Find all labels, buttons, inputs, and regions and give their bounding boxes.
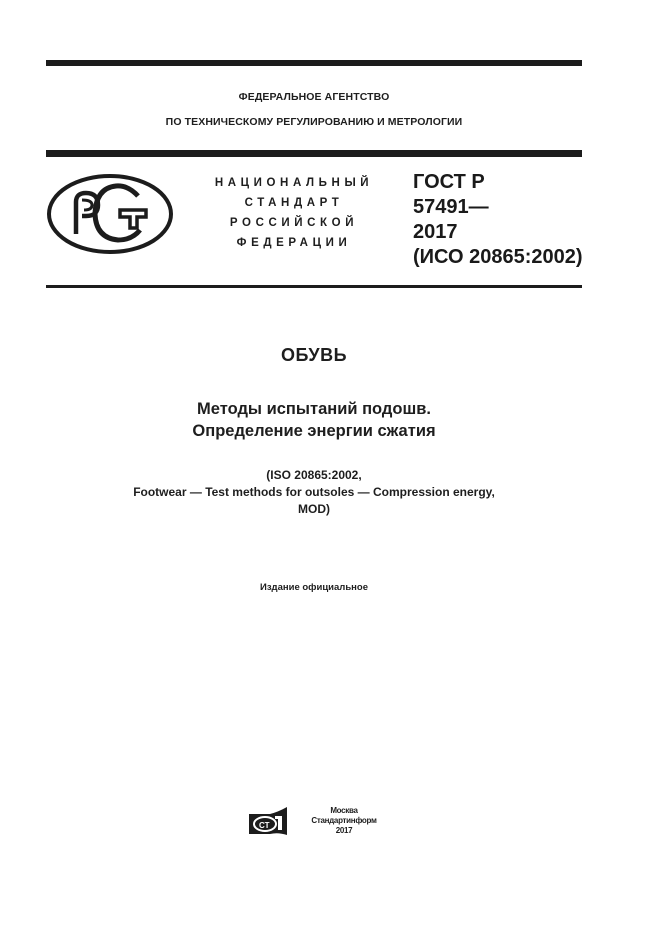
- iso-reference: [46, 467, 582, 518]
- document-subtitle: [46, 398, 582, 442]
- designation-iso: (ИСО 20865:2002): [413, 246, 583, 268]
- official-edition-label: Издание официальное: [260, 582, 368, 593]
- svg-text:СТ: СТ: [259, 821, 270, 830]
- standard-designation: [413, 170, 583, 270]
- iso-reference-line: Footwear — Test methods for outsoles — Compression energy,: [133, 485, 495, 499]
- publisher-name: Стандартинформ: [311, 816, 377, 825]
- agency-name-line2: ПО ТЕХНИЧЕСКОМУ РЕГУЛИРОВАНИЮ И МЕТРОЛОГИИ: [165, 116, 463, 128]
- designation-year: 2017: [413, 221, 458, 243]
- iso-reference-line: (ISO 20865:2002,: [266, 468, 362, 482]
- designation-line: ГОСТ Р: [413, 171, 485, 193]
- middle-rule: [46, 150, 582, 157]
- designation-number: 57491—: [413, 196, 489, 218]
- national-standard-line: ФЕДЕРАЦИИ: [236, 237, 352, 249]
- top-rule: [46, 60, 582, 66]
- national-standard-label: [206, 173, 382, 253]
- publisher-year: 2017: [335, 826, 353, 835]
- national-standard-line: НАЦИОНАЛЬНЫЙ: [214, 177, 374, 189]
- publisher-city: Москва: [330, 806, 358, 815]
- bottom-rule: [46, 285, 582, 288]
- national-standard-line: РОССИЙСКОЙ: [229, 217, 359, 229]
- document-title: ОБУВЬ: [280, 345, 348, 365]
- standartinform-logo-icon: [248, 806, 289, 837]
- rst-gost-emblem-icon: [46, 172, 174, 256]
- subtitle-line: Методы испытаний подошв.: [197, 400, 431, 418]
- subtitle-line: Определение энергии сжатия: [192, 422, 436, 440]
- national-standard-line: СТАНДАРТ: [244, 197, 344, 209]
- agency-name-line1: ФЕДЕРАЛЬНОЕ АГЕНТСТВО: [238, 91, 390, 103]
- iso-reference-line: MOD): [298, 502, 330, 516]
- publisher-info: [292, 806, 396, 836]
